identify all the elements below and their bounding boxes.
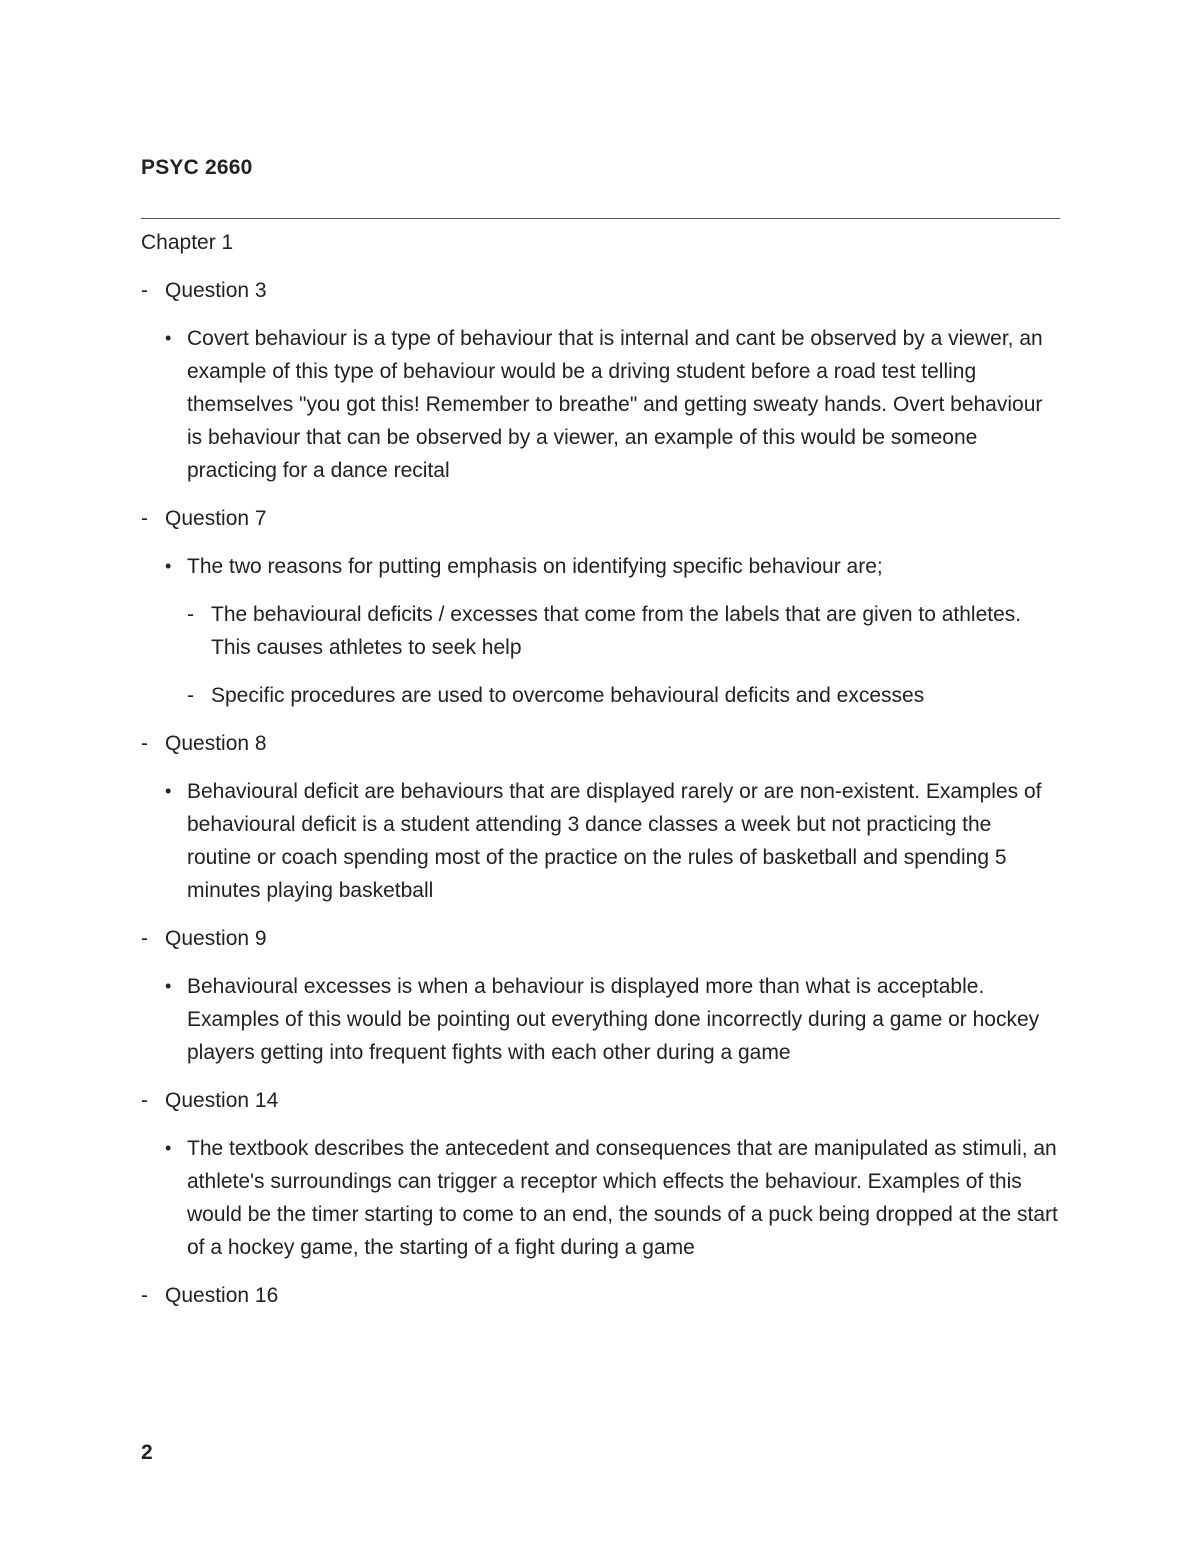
dash-marker: -: [141, 279, 148, 302]
bullet-marker: •: [165, 781, 172, 801]
course-title: PSYC 2660: [141, 156, 253, 179]
bullet-marker: •: [165, 1138, 172, 1158]
question-item: [141, 727, 1060, 760]
chapter-heading: Chapter 1: [141, 231, 234, 254]
answer-sub-item: [141, 598, 1060, 664]
dash-marker: -: [187, 684, 194, 707]
answer-text: Behavioural excesses is when a behaviour is displayed more than what is acceptable. Examples of this would be pointing out everything done incorrectly during a game or hockey players getting into frequent fights with each other during a game: [187, 975, 1040, 1064]
answer-bullet: [141, 550, 1060, 583]
bullet-marker: •: [165, 556, 172, 576]
answer-text: The textbook describes the antecedent and consequences that are manipulated as stimuli, an athlete's surroundings can trigger a receptor which effects the behaviour. Examples of this would be the timer starting to come to an end, the sounds of a puck being dropped at the start of a hockey game, the starting of a fight during a game: [187, 1137, 1058, 1259]
answer-text: Covert behaviour is a type of behaviour that is internal and cant be observed by a viewer, an example of this type of behaviour would be a driving student before a road test telling themselves "you got this! Remember to breathe" and getting sweaty hands. Overt behaviour is behaviour that can be observed by a viewer, an example of this would be someone practicing for a dance recital: [187, 327, 1043, 482]
question-label: Question 16: [165, 1284, 279, 1307]
question-item: [141, 1084, 1060, 1117]
dash-marker: -: [141, 927, 148, 950]
question-item: [141, 922, 1060, 955]
dash-marker: -: [141, 732, 148, 755]
question-label: Question 14: [165, 1089, 279, 1112]
answer-sub-item: [141, 679, 1060, 712]
sub-item-text: Specific procedures are used to overcome behavioural deficits and excesses: [211, 684, 925, 707]
question-label: Question 8: [165, 732, 267, 755]
header-divider: [141, 218, 1060, 219]
question-item: [141, 274, 1060, 307]
question-label: Question 7: [165, 507, 267, 530]
question-label: Question 9: [165, 927, 267, 950]
bullet-marker: •: [165, 976, 172, 996]
question-label: Question 3: [165, 279, 267, 302]
answer-bullet: [141, 322, 1060, 487]
answer-bullet: [141, 775, 1060, 907]
dash-marker: -: [141, 1284, 148, 1307]
answer-bullet: [141, 1132, 1060, 1264]
answer-text: Behavioural deficit are behaviours that are displayed rarely or are non-existent. Examples of behavioural deficit is a student attending 3 dance classes a week but not practicing the routine or coach spending most of the practice on the rules of basketball and spending 5 minutes playing basketball: [187, 780, 1042, 902]
dash-marker: -: [187, 603, 194, 626]
question-item: [141, 1279, 1060, 1312]
bullet-marker: •: [165, 328, 172, 348]
dash-marker: -: [141, 507, 148, 530]
question-item: [141, 502, 1060, 535]
page-number: 2: [141, 1441, 153, 1464]
document-body: [141, 226, 1060, 1327]
answer-text: The two reasons for putting emphasis on identifying specific behaviour are;: [187, 555, 883, 578]
answer-bullet: [141, 970, 1060, 1069]
sub-item-text: The behavioural deficits / excesses that come from the labels that are given to athletes. This causes athletes to seek help: [211, 603, 1022, 659]
dash-marker: -: [141, 1089, 148, 1112]
